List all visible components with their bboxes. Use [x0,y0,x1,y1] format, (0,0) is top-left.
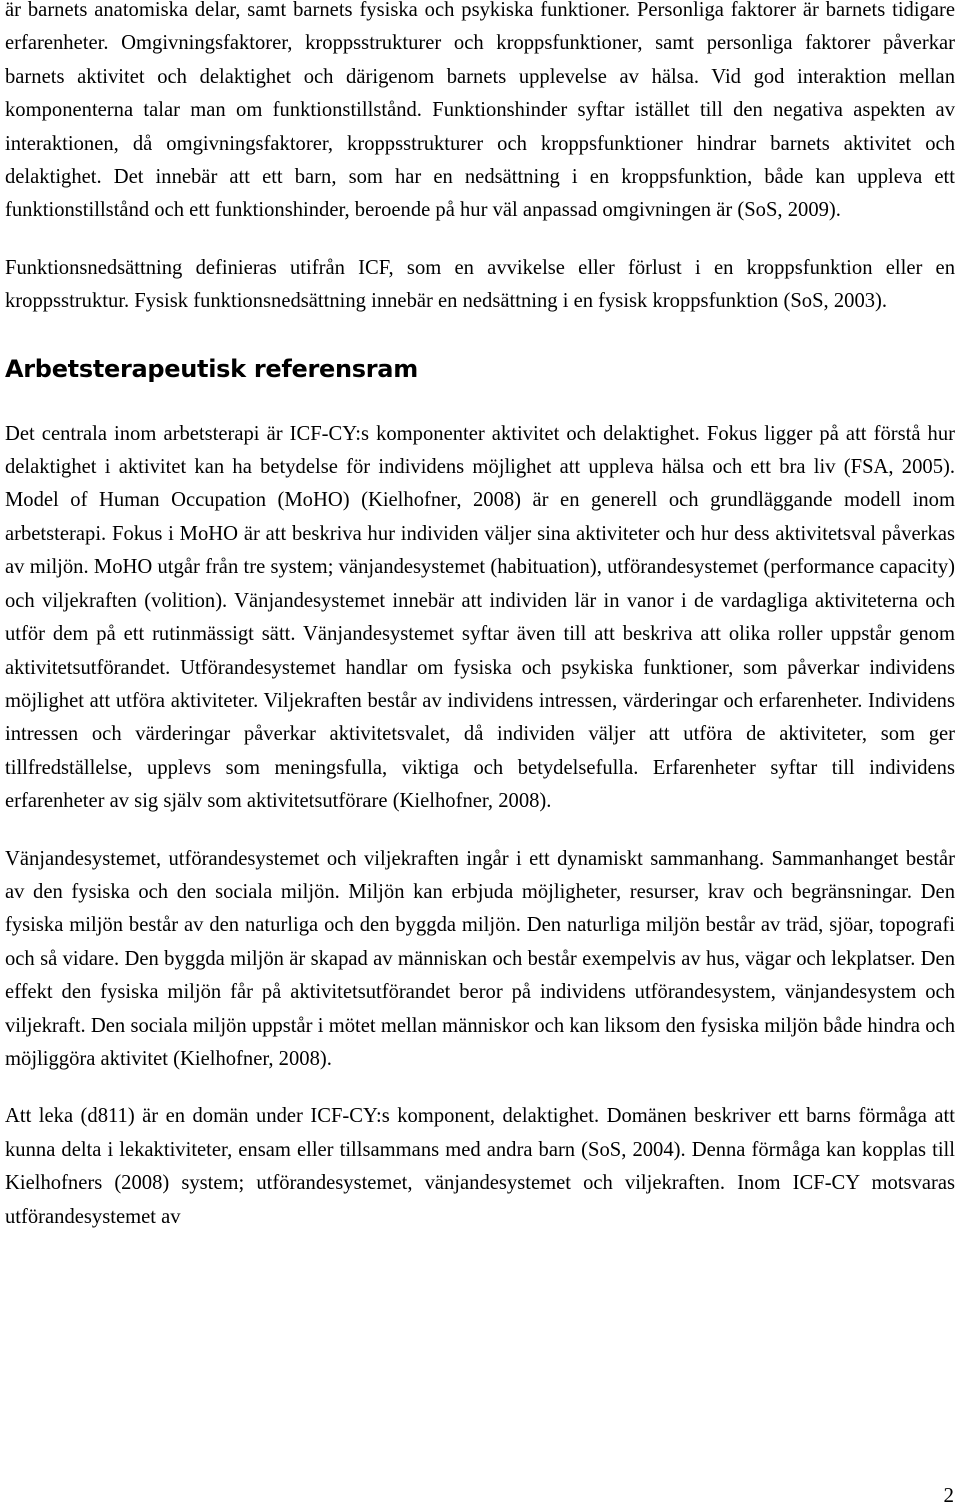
paragraph-gap [5,1076,955,1100]
paragraph-gap [5,228,955,252]
body-paragraph: Att leka (d811) är en domän under ICF-CY:s komponent, delaktighet. Domänen beskriver ett barns förmåga att kunna delta i lekaktiviteter, ensam eller tillsammans med andra barn (SoS, 2004). Denna förmåga kan kopplas till Kielhofners (2008) system; utförandesystemet, vänjandesystemet och viljekraften. Inom ICF-CY motsvaras utförandesystemet av [5,1105,955,1228]
body-paragraph: Vänjandesystemet, utförandesystemet och viljekraften ingår i ett dynamiskt sammanhang. Sammanhanget består av den fysiska och den sociala miljön. Miljön kan erbjuda möjligheter, resurser, krav och begränsningar. Den fysiska miljön består av den naturliga och den byggda miljön. Den naturliga miljön består av träd, sjöar, topografi och så vidare. Den byggda miljön är skapad av människan och består exempelvis av hus, vägar och lekplatser. Den effekt den fysiska miljön får på aktivitetsutförandet beror på individens utförandesystem, vänjandesystem och viljekraft. Den sociala miljön uppstår i mötet mellan människor och kan liksom den fysiska miljön både hindra och möjliggöra aktivitet (Kielhofner, 2008). [5,847,955,1070]
document-page [5,0,955,1234]
section-heading: Arbetsterapeutisk referensram [5,354,418,383]
body-paragraph: är barnets anatomiska delar, samt barnets fysiska och psykiska funktioner. Personliga faktorer är barnets tidigare erfarenheter. Omgivningsfaktorer, kroppsstrukturer och kroppsfunktioner, samt personliga faktorer påverkar barnets aktivitet och delaktighet och därigenom barnets upplevelse av hälsa. Vid god interaktion mellan komponenterna talar man om funktionstillstånd. Funktionshinder syftar istället till den negativa aspekten av interaktionen, då omgivningsfaktorer, kroppsstrukturer och kroppsfunktioner hindrar barnets aktivitet och delaktighet. Det innebär att ett barn, som har en nedsättning i en kroppsfunktion, både kan uppleva ett funktionstillstånd och ett funktionshinder, beroende på hur väl anpassad omgivningen är (SoS, 2009). [5,0,955,222]
body-paragraph: Funktionsnedsättning definieras utifrån ICF, som en avvikelse eller förlust i en kroppsfunktion eller en kroppsstruktur. Fysisk funktionsnedsättning innebär en nedsättning i en fysisk kroppsfunktion (SoS, 2003). [5,256,955,313]
paragraph-gap [5,819,955,843]
body-paragraph: Det centrala inom arbetsterapi är ICF-CY:s komponenter aktivitet och delaktighet. Fokus ligger på att förstå hur delaktighet i aktivitet kan ha betydelse för individens möjlighet att uppleva hälsa och ett bra liv (FSA, 2005). Model of Human Occupation (MoHO) (Kielhofner, 2008) är en generell och grundläggande modell inom arbetsterapi. Fokus i MoHO är att beskriva hur individen väljer sina aktiviteter och hur dess aktivitetsval påverkas av miljön. MoHO utgår från tre system; vänjandesystemet (habituation), utförandesystemet (performance capacity) och viljekraften (volition). Vänjandesystemet innebär att individen lär in vanor i de vardagliga aktiviteterna och utför dem på ett rutinmässigt sätt. Vänjandesystemet syftar även till att beskriva att olika roller uppstår genom aktivitetsutförandet. Utförandesystemet handlar om fysiska och psykiska funktioner, som påverkar individens möjlighet att utföra aktiviteter. Viljekraften består av individens intressen, värderingar och erfarenheter. Individens intressen och värderingar påverkar aktivitetsvalet, då individen väljer att utföra de aktiviteter, som ger tillfredställelse, upplevs som meningsfulla, viktiga och betydelsefulla. Erfarenheter syftar till individens erfarenheter av sig själv som aktivitetsutförare (Kielhofner, 2008). [5,422,955,813]
page-number: 2 [943,1483,954,1507]
